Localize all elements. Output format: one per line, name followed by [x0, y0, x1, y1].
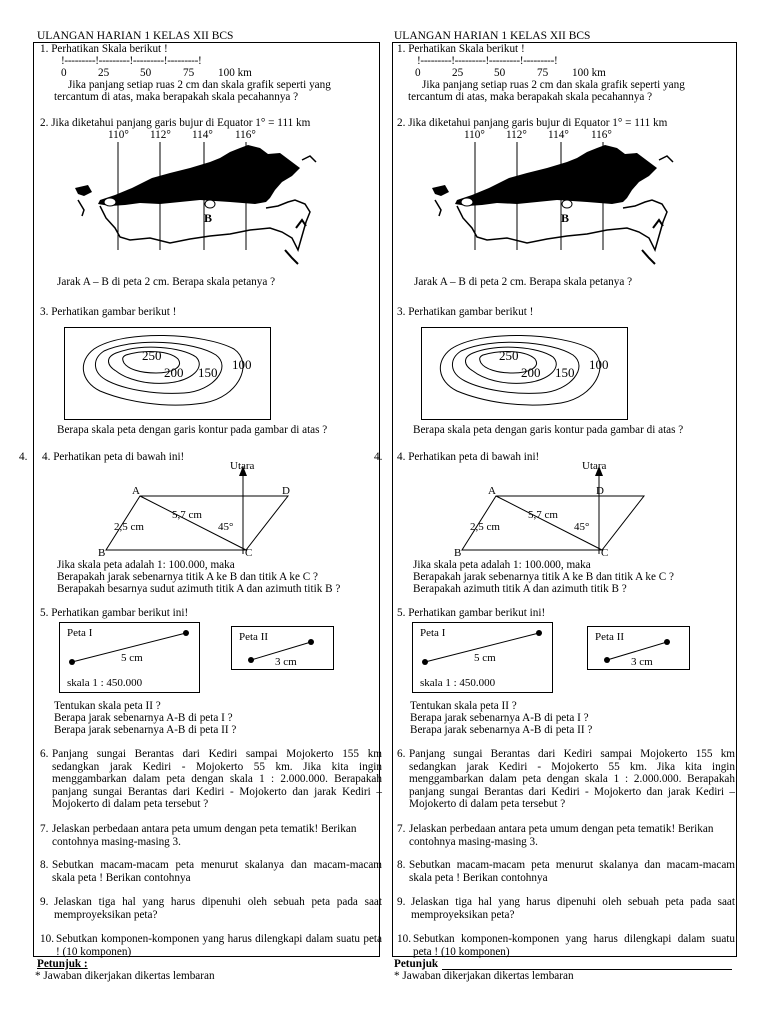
q1-scale-bar: !---------!---------!---------!---------! [417, 55, 558, 67]
q5-title: 5. Perhatikan gambar berikut ini! [397, 607, 546, 619]
q5-line-2: Berapa jarak sebenarnya A-B di peta I ? [54, 712, 233, 724]
q8-text: Sebutkan macam-macam peta menurut skalanya dan macam-macam skala peta ! Berikan contohnya [52, 859, 382, 884]
q2-question: Jarak A – B di peta 2 cm. Berapa skala petanya ? [57, 276, 276, 288]
q4-angle: 45° [218, 521, 234, 533]
q1-line-2: tercantum di atas, maka berapakah skala pecahannya ? [54, 91, 299, 103]
q4-line-3: Berapakah azimuth titik A dan azimuth titik B ? [413, 583, 627, 595]
q2-longitude-110: 110° [108, 129, 129, 141]
q4-line-1: Jika skala peta adalah 1: 100.000, maka [57, 559, 235, 571]
q3-contour-250: 250 [142, 348, 162, 363]
q4-point-c: C [601, 547, 609, 559]
q4-outer-number: 4. [19, 451, 28, 463]
q9-text: Jelaskan tiga hal yang harus dipenuhi oleh sebuah peta pada saat memproyeksikan peta? [411, 896, 735, 921]
q2-label-b: B [204, 211, 213, 225]
worksheet-header: ULANGAN HARIAN 1 KELAS XII BCS [37, 30, 234, 42]
q1-tick-100: 100 km [218, 67, 252, 79]
q7-number: 7. [40, 823, 49, 835]
q3-contour-150: 150 [198, 365, 218, 380]
q1-tick-25: 25 [98, 67, 110, 79]
q4-azimuth-diagram [98, 460, 310, 559]
q4-line-3: Berapakah besarnya sudut azimuth titik A dan azimuth titik B ? [57, 583, 341, 595]
q2-title: 2. Jika diketahui panjang garis bujur di Equator 1° = 111 km [397, 117, 668, 129]
q4-line-2: Berapakah jarak sebenarnya titik A ke B dan titik A ke C ? [413, 571, 674, 583]
instruction-note: * Jawaban dikerjakan dikertas lembaran [35, 970, 215, 982]
q4-line-2: Berapakah jarak sebenarnya titik A ke B dan titik A ke C ? [57, 571, 318, 583]
q4-title: 4. Perhatikan peta di bawah ini! [397, 451, 540, 463]
q4-point-c: C [245, 547, 253, 559]
q5-map-1 [412, 622, 554, 694]
q3-title: 3. Perhatikan gambar berikut ! [40, 306, 177, 318]
q2-title: 2. Jika diketahui panjang garis bujur di Equator 1° = 111 km [40, 117, 311, 129]
q1-title: 1. Perhatikan Skala berikut ! [40, 43, 168, 55]
q3-title: 3. Perhatikan gambar berikut ! [397, 306, 534, 318]
q8-text: Sebutkan macam-macam peta menurut skalanya dan macam-macam skala peta ! Berikan contohnya [409, 859, 735, 884]
q3-question: Berapa skala peta dengan garis kontur pada gambar di atas ? [57, 424, 328, 436]
q4-line-1: Jika skala peta adalah 1: 100.000, maka [413, 559, 591, 571]
q2-longitude-112: 112° [150, 129, 171, 141]
q5-map-2-label: Peta II [595, 631, 625, 643]
q4-point-a: A [132, 485, 140, 497]
q5-map-2-distance: 3 cm [631, 656, 653, 668]
petunjuk-label: Petunjuk : [37, 958, 88, 970]
q3-contour-100: 100 [232, 357, 252, 372]
q5-map-1-scale: skala 1 : 450.000 [420, 677, 496, 689]
q1-scale-bar: !---------!---------!---------!---------! [61, 55, 202, 67]
q9-number: 9. [40, 896, 49, 908]
q4-north-label: Utara [230, 460, 255, 472]
q3-contour-250: 250 [499, 348, 519, 363]
q1-tick-75: 75 [183, 67, 195, 79]
q4-distance-ab: 2,5 cm [114, 521, 144, 533]
q5-map-2-distance: 3 cm [275, 656, 297, 668]
q7-text: Jelaskan perbedaan antara peta umum dengan peta tematik! Berikan contohnya masing-masing 3. [409, 823, 714, 848]
q5-map-2 [231, 626, 335, 671]
q4-angle: 45° [574, 521, 590, 533]
instruction-note: * Jawaban dikerjakan dikertas lembaran [394, 970, 574, 982]
q9-text: Jelaskan tiga hal yang harus dipenuhi oleh sebuah peta pada saat memproyeksikan peta? [54, 896, 382, 921]
q3-contour-150: 150 [555, 365, 575, 380]
q4-point-d: D [596, 485, 604, 497]
q2-longitude-114: 114° [548, 129, 569, 141]
q2-longitude-112: 112° [506, 129, 527, 141]
q4-distance-ac: 5,7 cm [172, 509, 202, 521]
q4-azimuth-diagram [454, 460, 666, 559]
q1-line-1: Jika panjang setiap ruas 2 cm dan skala grafik seperti yang [422, 79, 685, 91]
q10-number: 10. [40, 933, 54, 945]
q6-text: Panjang sungai Berantas dari Kediri sampai Mojokerto 155 km sedangkan jarak Kediri - Mojokerto 55 km. Jika kita ingin menggambarkan dalam peta dengan skala 1 : 2.000.000. Berapakah panjang sungai Berantas dari Kediri - Mojokerto dan jarak Kediri – Mojokerto di dalam peta tersebut ? [409, 748, 735, 810]
q3-contour-200: 200 [164, 365, 184, 380]
q10-number: 10. [397, 933, 411, 945]
q2-longitude-116: 116° [235, 129, 256, 141]
q3-contour-200: 200 [521, 365, 541, 380]
q5-map-2-label: Peta II [239, 631, 269, 643]
q7-text: Jelaskan perbedaan antara peta umum dengan peta tematik! Berikan contohnya masing-masing 3. [52, 823, 357, 848]
q2-question: Jarak A – B di peta 2 cm. Berapa skala petanya ? [414, 276, 633, 288]
q5-line-1: Tentukan skala peta II ? [54, 700, 161, 712]
q4-north-label: Utara [582, 460, 607, 472]
q2-longitude-110: 110° [464, 129, 485, 141]
q1-tick-25: 25 [452, 67, 464, 79]
worksheet-right [374, 0, 768, 1024]
q7-number: 7. [397, 823, 406, 835]
q5-map-1-label: Peta I [67, 627, 93, 639]
q1-tick-50: 50 [494, 67, 506, 79]
q4-outer-number: 4. [374, 451, 383, 463]
q5-line-1: Tentukan skala peta II ? [410, 700, 517, 712]
q4-title: 4. Perhatikan peta di bawah ini! [42, 451, 185, 463]
q4-point-b: B [98, 547, 106, 559]
q4-distance-ac: 5,7 cm [528, 509, 558, 521]
q1-line-2: tercantum di atas, maka berapakah skala pecahannya ? [408, 91, 653, 103]
q6-number: 6. [40, 748, 49, 760]
q8-number: 8. [397, 859, 406, 871]
q5-line-3: Berapa jarak sebenarnya A-B di peta II ? [54, 724, 237, 736]
q5-map-1-label: Peta I [420, 627, 446, 639]
q1-tick-50: 50 [140, 67, 152, 79]
q8-number: 8. [40, 859, 49, 871]
q1-tick-0: 0 [61, 67, 67, 79]
q5-map-1 [59, 622, 201, 694]
q3-contour-map [64, 327, 272, 421]
q5-line-3: Berapa jarak sebenarnya A-B di peta II ? [410, 724, 593, 736]
q1-tick-100: 100 km [572, 67, 606, 79]
q3-question: Berapa skala peta dengan garis kontur pada gambar di atas ? [413, 424, 684, 436]
q2-longitude-116: 116° [591, 129, 612, 141]
q2-label-b: B [561, 211, 570, 225]
q2-longitude-114: 114° [192, 129, 213, 141]
q3-contour-100: 100 [589, 357, 609, 372]
q5-map-1-distance: 5 cm [474, 652, 496, 664]
q4-distance-ab: 2,5 cm [470, 521, 500, 533]
q4-point-a: A [488, 485, 496, 497]
q10-text: Sebutkan komponen-komponen yang harus dilengkapi dalam suatu peta ! (10 komponen) [413, 933, 735, 958]
q5-map-2 [587, 626, 691, 671]
q5-map-1-scale: skala 1 : 450.000 [67, 677, 143, 689]
worksheet-header: ULANGAN HARIAN 1 KELAS XII BCS [394, 30, 591, 42]
q9-number: 9. [397, 896, 406, 908]
q5-title: 5. Perhatikan gambar berikut ini! [40, 607, 189, 619]
q1-tick-0: 0 [415, 67, 421, 79]
q3-contour-map [421, 327, 629, 421]
petunjuk-label: Petunjuk [394, 958, 439, 970]
q5-line-2: Berapa jarak sebenarnya A-B di peta I ? [410, 712, 589, 724]
q10-text: Sebutkan komponen-komponen yang harus dilengkapi dalam suatu peta ! (10 komponen) [56, 933, 382, 958]
q6-text: Panjang sungai Berantas dari Kediri sampai Mojokerto 155 km sedangkan jarak Kediri - Mojokerto 55 km. Jika kita ingin menggambarkan dalam peta dengan skala 1 : 2.000.000. Berapakah panjang sungai Berantas dari Kediri - Mojokerto dan jarak Kediri – Mojokerto di dalam peta tersebut ? [52, 748, 382, 810]
q1-title: 1. Perhatikan Skala berikut ! [397, 43, 525, 55]
q2-island-map [427, 140, 687, 275]
q6-number: 6. [397, 748, 406, 760]
q4-point-d: D [282, 485, 290, 497]
q2-island-map [70, 140, 330, 275]
q1-tick-75: 75 [537, 67, 549, 79]
q5-map-1-distance: 5 cm [121, 652, 143, 664]
q1-line-1: Jika panjang setiap ruas 2 cm dan skala grafik seperti yang [68, 79, 331, 91]
q4-point-b: B [454, 547, 462, 559]
